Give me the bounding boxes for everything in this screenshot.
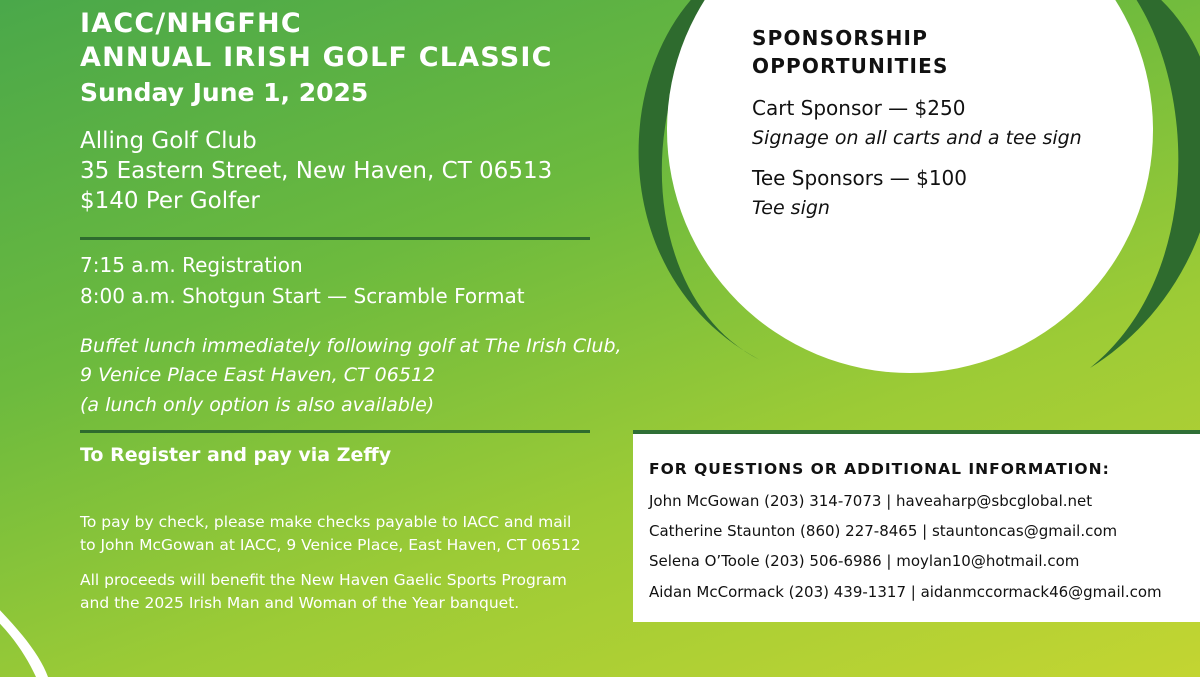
registration-time: 7:15 a.m. Registration	[80, 253, 303, 277]
venue-address: 35 Eastern Street, New Haven, CT 06513	[80, 158, 553, 184]
tee-sponsor: Tee Sponsors — $100	[752, 166, 967, 190]
check-line1: To pay by check, please make checks payable to IACC and mail	[80, 513, 572, 531]
divider-1	[80, 237, 590, 240]
proceeds-line2: and the 2025 Irish Man and Woman of the Year banquet.	[80, 594, 520, 612]
cart-sponsor-desc: Signage on all carts and a tee sign	[752, 127, 1082, 149]
check-line2: to John McGowan at IACC, 9 Venice Place, East Haven, CT 06512	[80, 536, 581, 554]
event-date: Sunday June 1, 2025	[80, 78, 369, 107]
contact-info-box	[633, 430, 1200, 622]
bottom-left-swoosh	[0, 600, 48, 677]
divider-2	[80, 430, 590, 433]
register-link[interactable]: To Register and pay via Zeffy	[80, 444, 392, 466]
contact-selena-otoole: Selena O’Toole (203) 506-6986 | moylan10@hotmail.com	[649, 552, 1080, 570]
contact-aidan-mccormack: Aidan McCormack (203) 439-1317 | aidanmccormack46@gmail.com	[649, 583, 1162, 601]
tee-sponsor-desc: Tee sign	[752, 197, 830, 219]
lunch-line3: (a lunch only option is also available)	[80, 394, 435, 416]
cart-sponsor: Cart Sponsor — $250	[752, 96, 966, 120]
event-title-line1: IACC/NHGFHC	[80, 8, 302, 39]
shotgun-start: 8:00 a.m. Shotgun Start — Scramble Format	[80, 284, 525, 308]
sponsorship-title-line2: OPPORTUNITIES	[752, 54, 949, 78]
price-per-golfer: $140 Per Golfer	[80, 188, 260, 214]
contact-catherine-staunton: Catherine Staunton (860) 227-8465 | stauntoncas@gmail.com	[649, 522, 1118, 540]
contact-info-title: FOR QUESTIONS OR ADDITIONAL INFORMATION:	[649, 460, 1110, 478]
event-title-line2: ANNUAL IRISH GOLF CLASSIC	[80, 42, 553, 73]
lunch-line2: 9 Venice Place East Haven, CT 06512	[80, 364, 436, 386]
venue-name: Alling Golf Club	[80, 128, 257, 154]
proceeds-line1: All proceeds will benefit the New Haven Gaelic Sports Program	[80, 571, 567, 589]
lunch-line1: Buffet lunch immediately following golf at The Irish Club,	[80, 335, 622, 357]
sponsorship-title-line1: SPONSORSHIP	[752, 26, 929, 50]
contact-john-mcgowan: John McGowan (203) 314-7073 | haveaharp@sbcglobal.net	[649, 492, 1093, 510]
